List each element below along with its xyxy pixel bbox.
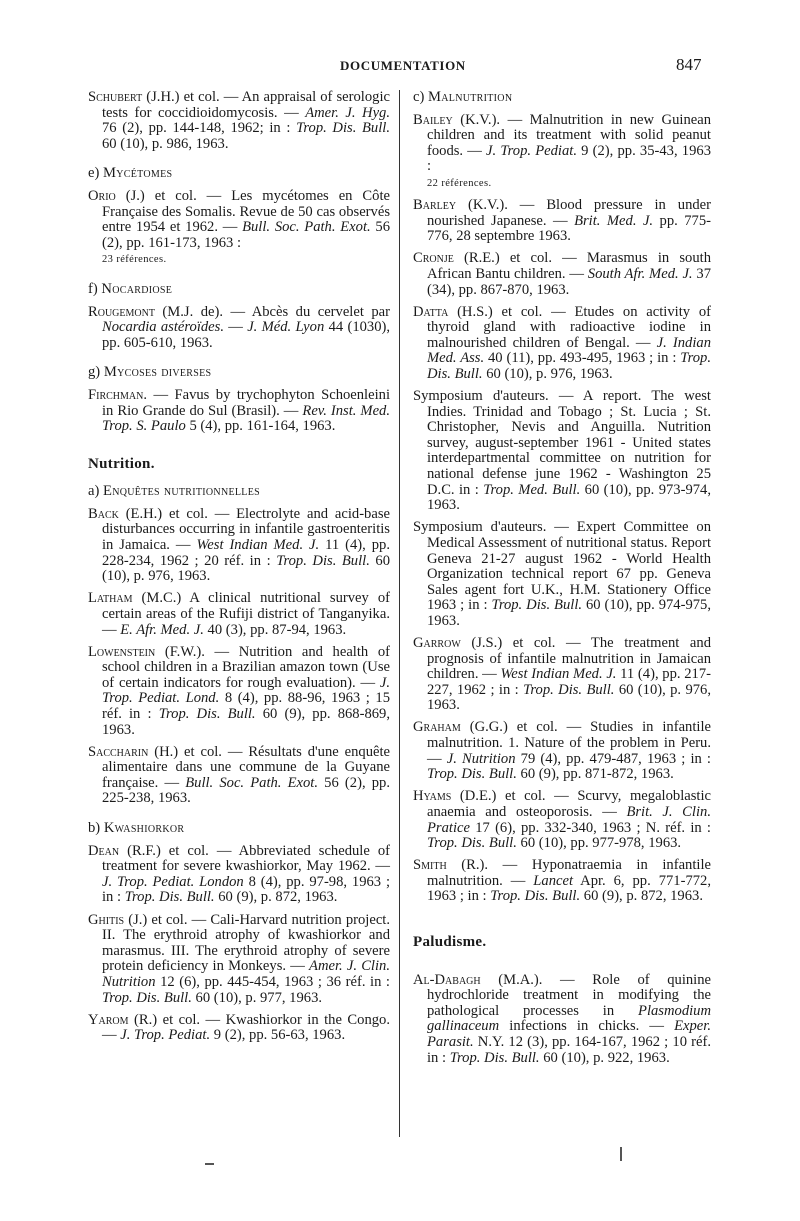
author-name: Symposium d'auteurs [413,519,543,536]
journal-title: J. Indian Med. Ass. [427,334,711,367]
journal-title: J. Méd. Lyon [247,319,325,336]
author-name: Symposium d'auteurs [413,388,546,405]
journal-title: J. Trop. Pediat. [486,142,577,159]
author-name: Graham [413,719,461,736]
author-name: Firchman [88,386,144,403]
section-title-paludisme: Paludisme. [413,934,487,950]
scan-speck [205,1163,214,1165]
author-name: Back [88,505,119,522]
scan-speck [620,1147,622,1161]
author-name: Rougemont [88,303,155,320]
subsection-heading: f) Nocardiose [88,280,173,297]
bibliography-entry: Yarom (R.) et col. — Kwashiorkor in the Congo. — J. Trop. Pediat. 9 (2), pp. 56-63, 1963. [88,1011,390,1044]
author-name: Lowenstein [88,643,156,660]
author-name: Schubert [88,89,143,105]
author-name: Ghitis [88,911,125,928]
journal-title: Exper. Parasit. [427,1018,711,1050]
journal-title: Trop. Med. Bull. [483,481,581,498]
author-name: Latham [88,590,133,607]
journal-title: Rev. Inst. Med. Trop. S. Paulo [102,402,390,435]
reference-count: 22 références. [427,177,492,189]
subsection-heading: e) Mycétomes [88,165,173,182]
left-column [88,90,390,1050]
bibliography-entry: Graham (G.G.) et col. — Studies in infantile malnutrition. 1. Nature of the problem in Peru. — J. Nutrition 79 (4), pp. 479-487, 1963 ; in : Trop. Dis. Bull. 60 (9), pp. 871-872, 1963. [413,719,711,783]
journal-title: Trop. Dis. Bull. [124,889,215,906]
bibliography-entry: Cronje (R.E.) et col. — Marasmus in south African Bantu children. — South Afr. Med. J. 37 (34), pp. 867-870, 1963. [413,250,712,298]
species-name: Nocardia astéroïdes. [102,319,224,336]
species-name: Plasmodium gallinaceum [427,1002,711,1035]
author-name: Yarom [88,1011,129,1028]
subsection-heading: c) Malnutrition [413,89,513,105]
author-name: Cronje [413,250,454,267]
journal-title: Trop. Dis. Bull. [427,350,711,382]
bibliography-entry: Dean (R.F.) et col. — Abbreviated schedule of treatment for severe kwashiorkor, May 1962. — J. Trop. Pediat. London 8 (4), pp. 97-98, 1963 ; in : Trop. Dis. Bull. 60 (9), p. 872, 1963. [88,842,390,906]
page-number: 847 [676,55,702,74]
bibliography-entry: Lowenstein (F.W.). — Nutrition and health of school children in a Brazilian amazon town (Use of certain indicators for rough evaluation). — J. Trop. Pediat. Lond. 8 (4), pp. 88-96, 1963 ; 15 réf. in : Trop. Dis. Bull. 60 (9), pp. 868-869, 1963. [88,643,391,738]
bibliography-entry: Back (E.H.) et col. — Electrolyte and acid-base disturbances occurring in infantile gastroenteritis in Jamaica. — West Indian Med. J. 11 (4), pp. 228-234, 1962 ; 20 réf. in : Trop. Dis. Bull. 60 (10), p. 976, 1963. [88,505,390,585]
journal-title: Trop. Dis. Bull. [276,552,370,569]
subsection-heading: a) Enquêtes nutritionnelles [88,483,260,500]
bibliography-entry: Symposium d'auteurs. — Expert Committee on Medical Assessment of nutritional status. Report Geneva 21-27 august 1962 - World Health Organization technical report 67 pp. Geneva Sales agent fort U.K., H.M. Stationery Office 1963 ; in : Trop. Dis. Bull. 60 (10), pp. 974-975, 1963. [413,519,711,629]
journal-title: Trop. Dis. Bull. [158,706,256,722]
journal-title: Trop. Dis. Bull. [296,120,390,137]
journal-title: Trop. Dis. Bull. [490,888,581,905]
bibliography-entry: Firchman. — Favus by trychophyton Schoenleini in Rio Grande do Sul (Brasil). — Rev. Inst. Med. Trop. S. Paulo 5 (4), pp. 161-164, 1963. [88,386,390,435]
author-name: Hyams [413,788,452,805]
journal-title: Lancet [533,872,574,889]
journal-title: Bull. Soc. Path. Exot. [242,219,371,236]
bibliography-entry: Hyams (D.E.) et col. — Scurvy, megaloblastic anaemia and osteoporosis. — Brit. J. Clin. Pratice 17 (6), pp. 332-340, 1963 ; N. réf. in : Trop. Dis. Bull. 60 (10), pp. 977-978, 1963. [413,788,711,852]
bibliography-entry: Saccharin (H.) et col. — Résultats d'une enquête alimentaire dans une commune de la Guyane française. — Bull. Soc. Path. Exot. 56 (2), pp. 225-238, 1963. [88,743,390,807]
bibliography-entry: Schubert (J.H.) et col. — An appraisal of serologic tests for coccidioidomycosis. — Amer. J. Hyg. 76 (2), pp. 144-148, 1962; in : Trop. Dis. Bull. 60 (10), p. 986, 1963. [88,89,390,152]
bibliography-entry: Al-Dabagh (M.A.). — Role of quinine hydrochloride treatment in modifying the pathological processes in Plasmodium gallinaceum infections in chicks. — Exper. Parasit. N.Y. 12 (3), pp. 164-167, 1962 ; 10 réf. in : Trop. Dis. Bull. 60 (10), p. 922, 1963. [413,971,711,1066]
journal-title: J. Trop. Pediat. London [102,873,244,890]
journal-title: Brit. Med. J. [574,212,654,229]
bibliography-entry: Smith (R.). — Hyponatraemia in infantile malnutrition. — Lancet Apr. 6, pp. 771-772, 1963 ; in : Trop. Dis. Bull. 60 (9), p. 872, 1963. [413,857,711,905]
subsection-heading: g) Mycoses diverses [88,364,212,381]
journal-title: Brit. J. Clin. Pratice [427,803,711,836]
right-column [413,90,711,1073]
journal-title: J. Trop. Pediat. [120,1027,211,1044]
page-header [0,55,800,79]
journal-title: Trop. Dis. Bull. [427,835,517,852]
author-name: Datta [413,303,449,320]
bibliography-entry: Symposium d'auteurs. — A report. The west Indies. Trinidad and Tobago ; St. Lucia ; St. Christopher, Nevis and Anguilla. Nutrition survey, august-september 1961 - United states interdepartmental committee on nutrition for national defense june 1962 - Washington 25 D.C. in : Trop. Med. Bull. 60 (10), pp. 973-974, 1963. [413,388,711,514]
author-name: Saccharin [88,743,149,760]
bibliography-entry: Orio (J.) et col. — Les mycétomes en Côte Française des Somalis. Revue de 50 cas observés entre 1954 et 1962. — Bull. Soc. Path. Exot. 56 (2), pp. 161-173, 1963 : 23 références. [88,189,390,268]
journal-title: South Afr. Med. J. [587,265,693,282]
author-name: Garrow [413,635,461,651]
author-name: Barley [413,197,457,214]
journal-title: West Indian Med. J. [196,537,320,554]
author-name: Smith [413,857,447,874]
journal-title: Bull. Soc. Path. Exot. [185,774,319,791]
author-name: Al-Dabagh [413,971,481,988]
running-title: DOCUMENTATION [340,58,466,73]
bibliography-entry: Garrow (J.S.) et col. — The treatment and prognosis of infantile malnutrition in Jamaican children. — West Indian Med. J. 11 (4), pp. 217-227, 1962 ; in : Trop. Dis. Bull. 60 (10), p. 976, 1963. [413,635,711,714]
journal-title: Amer. J. Clin. Nutrition [102,958,390,990]
journal-title: Amer. J. Hyg. [305,104,390,121]
bibliography-entry: Barley (K.V.). — Blood pressure in under nourished Japanese. — Brit. Med. J. pp. 775-776, 28 septembre 1963. [413,197,712,245]
author-name: Bailey [413,111,453,128]
journal-title: Trop. Dis. Bull. [449,1049,540,1066]
author-name: Orio [88,187,116,204]
journal-title: Trop. Dis. Bull. [523,681,615,698]
bibliography-entry: Latham (M.C.) A clinical nutritional survey of certain areas of the Rufiji district of Tanganyika. — E. Afr. Med. J. 40 (3), pp. 87-94, 1963. [88,590,390,638]
bibliography-entry: Datta (H.S.) et col. — Etudes on activity of thyroid gland with radioactive iodine in malnourished children of Bengal. — J. Indian Med. Ass. 40 (11), pp. 493-495, 1963 ; in : Trop. Dis. Bull. 60 (10), p. 976, 1963. [413,303,711,382]
author-name: Dean [88,842,120,859]
bibliography-entry: Ghitis (J.) et col. — Cali-Harvard nutrition project. II. The erythroid atrophy of kwashiorkor and marasmus. III. The erythroid atrophy of severe protein deficiency in Monkeys. — Amer. J. Clin. Nutrition 12 (6), pp. 445-454, 1963 ; 36 réf. in : Trop. Dis. Bull. 60 (10), p. 977, 1963. [88,911,390,1006]
section-title-nutrition: Nutrition. [88,455,155,472]
journal-title: J. Trop. Pediat. Lond. [102,674,390,707]
journal-title: E. Afr. Med. J. [120,621,204,638]
journal-title: Trop. Dis. Bull. [427,766,517,783]
reference-count: 23 références. [102,254,167,266]
bibliography-entry: Rougemont (M.J. de). — Abcès du cervelet par Nocardia astéroïdes. — J. Méd. Lyon 44 (1030), pp. 605-610, 1963. [88,303,391,351]
subsection-heading: b) Kwashiorkor [88,820,185,837]
bibliography-entry: Bailey (K.V.). — Malnutrition in new Guinean children and its treatment with solid peanut foods. — J. Trop. Pediat. 9 (2), pp. 35-43, 1963 : 22 références. [413,113,711,192]
journal-title: J. Nutrition [446,750,516,767]
column-divider [399,90,400,1137]
journal-title: Trop. Dis. Bull. [491,597,583,614]
journal-title: West Indian Med. J. [500,666,617,683]
journal-title: Trop. Dis. Bull. [102,989,192,1006]
